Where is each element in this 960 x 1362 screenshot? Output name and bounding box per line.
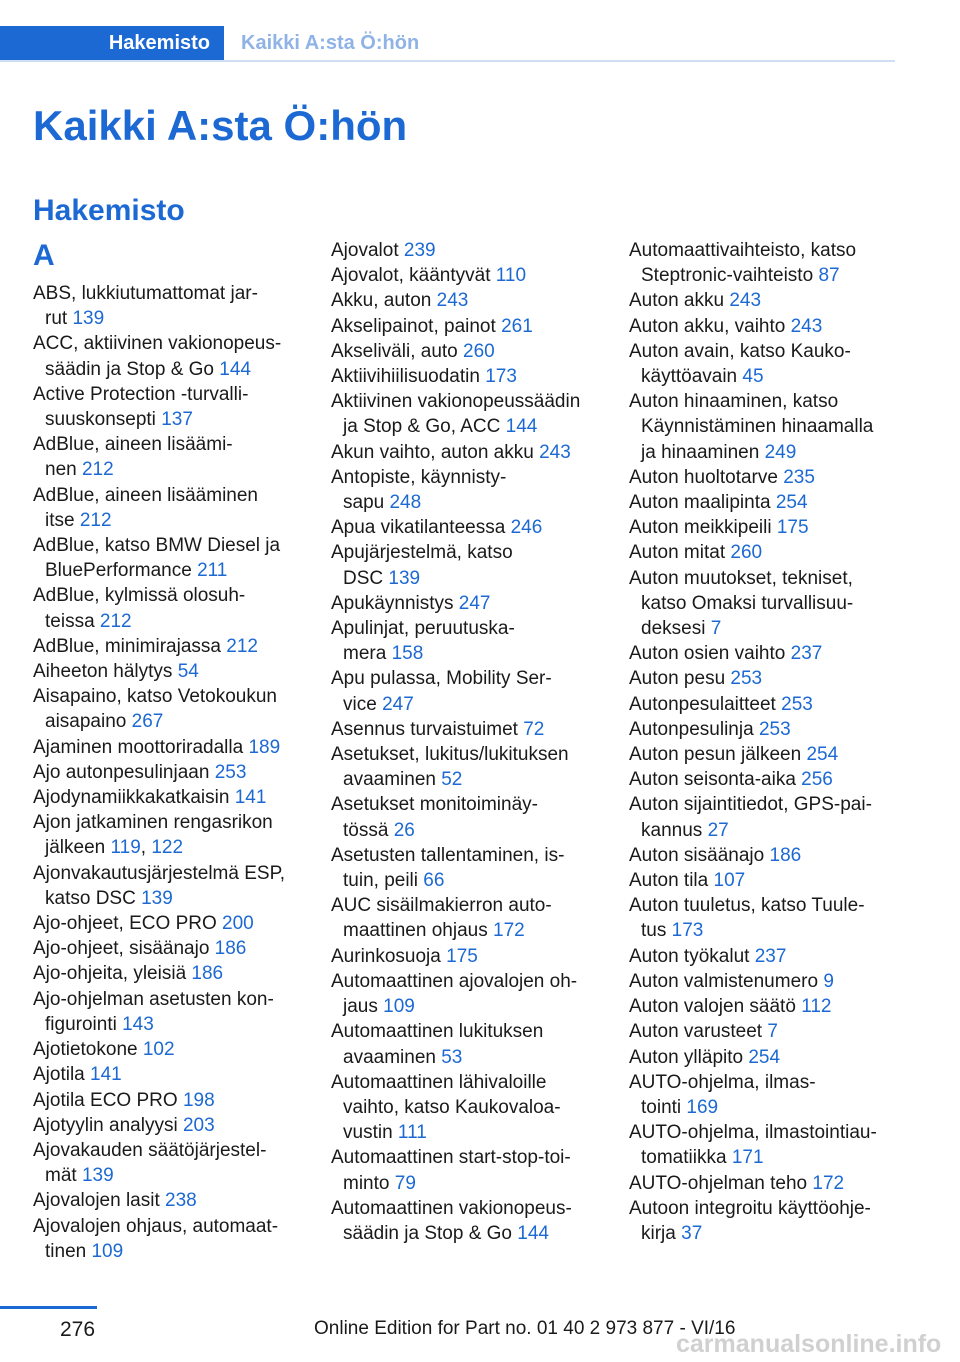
index-entry [331, 1196, 599, 1246]
page-link[interactable]: 144 [517, 1222, 549, 1244]
index-entry [629, 1019, 897, 1044]
entry-text: tuin, peili [343, 870, 418, 892]
index-entry [331, 364, 599, 389]
page-link[interactable]: 27 [707, 819, 729, 841]
entry-text: Ajo-ohjeet, ECO PRO [33, 913, 217, 935]
entry-text: Automaattinen lukituksen [331, 1021, 544, 1043]
index-entry [629, 288, 897, 313]
entry-text: Apulinjat, peruutuska‐ [331, 618, 515, 640]
page-link[interactable]: 175 [776, 517, 809, 539]
index-entry [33, 861, 301, 911]
page-link[interactable]: 211 [197, 560, 228, 582]
page-link[interactable]: 119 [110, 837, 141, 859]
index-entry [629, 692, 897, 717]
entry-text: AUTO-ohjelma, ilmas‐ [629, 1071, 816, 1093]
page-link[interactable]: 253 [214, 761, 247, 783]
page-link[interactable]: 7 [767, 1021, 778, 1043]
entry-text: kirja [641, 1222, 676, 1244]
page-link[interactable]: 9 [823, 970, 834, 992]
entry-text: nen [45, 459, 77, 481]
entry-text: maattinen ohjaus [343, 920, 488, 942]
index-entry [331, 515, 599, 540]
entry-text: Asetukset monitoiminäy‐ [331, 794, 538, 816]
index-entry [331, 717, 599, 742]
page-link[interactable]: 256 [801, 769, 833, 791]
page-link[interactable]: 112 [801, 996, 832, 1018]
index-entry [33, 634, 301, 659]
entry-text: rut [45, 308, 68, 330]
page-link[interactable]: 198 [182, 1089, 215, 1111]
index-entry [331, 591, 599, 616]
page-link[interactable]: 143 [122, 1013, 154, 1035]
entry-text: mät [45, 1165, 77, 1187]
entry-text: Ajo-ohjeet, sisäänajo [33, 938, 210, 960]
entry-text: kannus [641, 819, 703, 841]
entry-text: Auton hinaaminen, katso [629, 391, 839, 413]
entry-text: Ajotietokone [33, 1039, 138, 1061]
index-entry [331, 465, 599, 515]
page-link[interactable]: 237 [754, 945, 787, 967]
index-entry [629, 944, 897, 969]
index-entry [629, 641, 897, 666]
index-entry [33, 1113, 301, 1138]
entry-text: Auton tila [629, 870, 709, 892]
entry-text: Auton muutokset, tekniset, [629, 567, 853, 589]
entry-text: Ajodynamiikkakatkaisin [33, 787, 230, 809]
index-column-3 [629, 238, 897, 1246]
index-entry [629, 1171, 897, 1196]
entry-text: Ajo autonpesulinjaan [33, 761, 210, 783]
entry-text: minto [343, 1172, 390, 1194]
entry-text: sapu [343, 492, 385, 514]
page-link[interactable]: 173 [485, 366, 517, 388]
entry-text: tointi [641, 1096, 682, 1118]
page-link[interactable]: 139 [141, 887, 173, 909]
index-letter: A [33, 239, 55, 272]
page-link[interactable]: 110 [495, 265, 527, 287]
index-entry [629, 1070, 897, 1120]
section-title: Hakemisto [33, 194, 185, 227]
entry-text: Auton avain, katso Kauko‐ [629, 340, 851, 362]
page-link[interactable]: 261 [501, 315, 533, 337]
page-link[interactable]: 171 [731, 1147, 764, 1169]
tab-hakemisto[interactable]: Hakemisto [0, 26, 224, 60]
page-link[interactable]: 137 [161, 409, 193, 431]
index-entry: Ajon jatkaminen rengasrikon jälkeen 119, 122 [33, 812, 273, 859]
entry-text: Ajo-ohjeita, yleisiä [33, 963, 187, 985]
entry-text: Auton sijaintitiedot, GPS-pai‐ [629, 794, 872, 816]
index-entry [331, 616, 599, 666]
edition-text: Online Edition for Part no. 01 40 2 973 877 - VI/16 [314, 1318, 736, 1339]
entry-text: Auton sisäänajo [629, 844, 765, 866]
index-entry [629, 1045, 897, 1070]
index-entry [33, 936, 301, 961]
index-entry [331, 314, 599, 339]
entry-text: AdBlue, katso BMW Diesel ja [33, 535, 281, 557]
entry-text: Automaattinen ajovalojen oh‐ [331, 970, 578, 992]
page-link[interactable]: 200 [222, 913, 254, 935]
index-entry [629, 742, 897, 767]
page-link[interactable]: 87 [818, 265, 840, 287]
entry-text: Ajon jatkaminen rengasrikon [33, 812, 273, 834]
page-link[interactable]: 212 [81, 459, 114, 481]
index-entry [331, 263, 599, 288]
index-entry [629, 843, 897, 868]
entry-text: ja Stop & Go, ACC [343, 416, 501, 438]
index-entry [629, 868, 897, 893]
entry-text: mera [343, 643, 387, 665]
page-link[interactable]: 247 [458, 592, 491, 614]
page-header [0, 26, 895, 62]
index-entry [33, 987, 301, 1037]
index-entry [629, 515, 897, 540]
index-entry [331, 540, 599, 590]
page-link[interactable]: 235 [783, 466, 815, 488]
index-entry [331, 742, 599, 792]
entry-text: Aurinkosuoja [331, 945, 441, 967]
page-link[interactable]: 186 [214, 938, 247, 960]
entry-text: Aiheeton hälytys [33, 661, 173, 683]
entry-text: Auton osien vaihto [629, 643, 786, 665]
index-entry [33, 382, 301, 432]
entry-text: AdBlue, aineen lisäämi‐ [33, 434, 233, 456]
page-link[interactable]: 243 [729, 290, 762, 312]
index-entry [331, 1070, 599, 1146]
index-entry [629, 1196, 897, 1246]
index-entry [331, 944, 599, 969]
entry-text: Autonpesulaitteet [629, 693, 776, 715]
page-link[interactable]: 246 [510, 517, 543, 539]
page-link[interactable]: 172 [493, 920, 525, 942]
page-link[interactable]: 26 [393, 819, 415, 841]
page-link[interactable]: 186 [769, 844, 802, 866]
entry-text: Asetukset, lukitus/lukituksen [331, 744, 569, 766]
entry-text: Aisapaino, katso Vetokoukun [33, 686, 278, 708]
entry-text: Auton akku [629, 290, 725, 312]
entry-text: jaus [343, 996, 378, 1018]
index-entry [629, 238, 897, 288]
page-link[interactable]: 109 [91, 1240, 124, 1262]
entry-text: ACC, aktiivinen vakionopeus‐ [33, 333, 282, 355]
page-title: Kaikki A:sta Ö:hön [33, 102, 408, 149]
page-link[interactable]: 139 [81, 1165, 114, 1187]
entry-text: Ajovalojen ohjaus, automaat‐ [33, 1215, 279, 1237]
entry-text: Asennus turvaistuimet [331, 718, 518, 740]
index-entry [33, 1037, 301, 1062]
entry-text: Ajovalot, kääntyvät [331, 265, 491, 287]
page-link[interactable]: 169 [686, 1096, 719, 1118]
entry-text: tössä [343, 819, 389, 841]
page-link[interactable]: 122 [151, 837, 184, 859]
index-entry [33, 331, 301, 381]
page-link[interactable]: 254 [806, 744, 839, 766]
entry-text: AdBlue, aineen lisääminen [33, 484, 258, 506]
index-entry [629, 389, 897, 465]
index-entry [33, 533, 301, 583]
entry-text: aisapaino [45, 711, 127, 733]
entry-text: säädin ja Stop & Go [45, 358, 214, 380]
entry-text: deksesi [641, 618, 706, 640]
page-link[interactable]: 45 [742, 366, 764, 388]
page-link[interactable]: 172 [812, 1172, 845, 1194]
page-link[interactable]: 7 [710, 618, 722, 640]
entry-text: Auton seisonta-aika [629, 769, 796, 791]
index-entry [629, 666, 897, 691]
entry-text: ABS, lukkiutumattomat jar‐ [33, 283, 258, 304]
index-entry [331, 843, 599, 893]
page-link[interactable]: 243 [436, 290, 469, 312]
entry-text: vaihto, katso Kaukovaloa‐ [343, 1096, 561, 1118]
entry-text: AUTO-ohjelma, ilmastointiau‐ [629, 1122, 877, 1144]
entry-text: Auton maalipinta [629, 492, 771, 514]
page-link[interactable]: 203 [182, 1114, 215, 1136]
entry-text: Ajo-ohjelman asetusten kon‐ [33, 988, 274, 1010]
page-link[interactable]: 144 [219, 358, 251, 380]
page-link[interactable]: 173 [671, 920, 704, 942]
page-link[interactable]: 254 [748, 1046, 781, 1068]
index-entry [33, 684, 301, 734]
header-divider [0, 60, 895, 62]
entry-text: AdBlue, kylmissä olosuh‐ [33, 585, 246, 607]
entry-text: avaaminen [343, 1046, 436, 1068]
breadcrumb[interactable]: Kaikki A:sta Ö:hön [241, 32, 420, 54]
entry-text: käyttöavain [641, 366, 738, 388]
index-entry [33, 735, 301, 760]
page-link[interactable]: 37 [681, 1222, 703, 1244]
entry-text: Ajonvakautusjärjestelmä ESP, [33, 862, 286, 884]
watermark: carmanualsonline.info [676, 1330, 942, 1358]
index-entry [331, 440, 599, 465]
entry-text: Ajovalojen lasit [33, 1190, 160, 1212]
index-entry [629, 994, 897, 1019]
index-entry [629, 465, 897, 490]
index-entry [33, 659, 301, 684]
index-column-2 [331, 238, 599, 1246]
entry-text: Auton työkalut [629, 945, 750, 967]
entry-text: BluePerformance [45, 560, 192, 582]
index-entry [33, 785, 301, 810]
index-entry [629, 717, 897, 742]
entry-text: Auton ylläpito [629, 1046, 744, 1068]
entry-text: AUC sisäilmakierron auto‐ [331, 895, 552, 917]
index-entry [629, 490, 897, 515]
page-link[interactable]: 212 [79, 509, 112, 531]
page-link[interactable]: 144 [505, 416, 538, 438]
page-link[interactable]: 238 [165, 1190, 197, 1212]
page-link[interactable]: 254 [775, 492, 808, 514]
entry-text: Auton pesu [629, 668, 726, 690]
entry-text: Ajotila [33, 1064, 85, 1086]
page-link[interactable]: 243 [790, 315, 823, 337]
entry-text: katso DSC [45, 887, 136, 909]
page-link[interactable]: 72 [523, 718, 545, 740]
page-link[interactable]: 139 [388, 567, 421, 589]
entry-text: suuskonsepti [45, 409, 156, 431]
index-entry [629, 767, 897, 792]
entry-text: Apua vikatilanteessa [331, 517, 506, 539]
entry-text: Automaattivaihteisto, katso [629, 240, 857, 261]
entry-text: Ajotila ECO PRO [33, 1089, 178, 1111]
index-entry [33, 760, 301, 785]
page-link[interactable]: 102 [142, 1039, 175, 1061]
entry-text: Active Protection ‑turvalli‐ [33, 383, 249, 405]
index-entry [629, 566, 897, 642]
entry-text: Ajaminen moottoriradalla [33, 736, 244, 758]
entry-text: Käynnistäminen hinaamalla [641, 416, 874, 438]
entry-text: Apu pulassa, Mobility Ser‐ [331, 668, 552, 690]
index-entry [331, 792, 599, 842]
page-link[interactable]: 260 [730, 542, 763, 564]
page-link[interactable]: 239 [403, 240, 436, 261]
entry-text: Autoon integroitu käyttöohje‐ [629, 1197, 871, 1219]
index-entry [33, 961, 301, 986]
index-entry [33, 432, 301, 482]
entry-text: Auton huoltotarve [629, 466, 778, 488]
index-entry [331, 238, 599, 263]
entry-text: Auton tuuletus, katso Tuule‐ [629, 895, 865, 917]
entry-text: Automaattinen lähivaloille [331, 1071, 547, 1093]
page-link[interactable]: 247 [382, 693, 414, 715]
entry-text: Auton mitat [629, 542, 726, 564]
entry-text: Apujärjestelmä, katso [331, 542, 513, 564]
entry-text: itse [45, 509, 75, 531]
entry-text: tomatiikka [641, 1147, 727, 1169]
entry-text: AUTO-ohjelman teho [629, 1172, 808, 1194]
page-link[interactable]: 111 [397, 1122, 427, 1144]
entry-text: teissa [45, 610, 95, 632]
entry-text: Auton akku, vaihto [629, 315, 786, 337]
page-link[interactable]: 139 [72, 308, 105, 330]
entry-text: säädin ja Stop & Go [343, 1222, 512, 1244]
entry-text: Apukäynnistys [331, 592, 454, 614]
index-entry [331, 389, 599, 439]
entry-text: Akku, auton [331, 290, 432, 312]
entry-text: vustin [343, 1122, 393, 1144]
index-entry [33, 911, 301, 936]
index-entry [33, 1188, 301, 1213]
page-link[interactable]: 243 [539, 441, 571, 463]
index-entry [629, 314, 897, 339]
entry-text: vice [343, 693, 377, 715]
index-entry [33, 281, 301, 331]
footer-accent-bar [0, 1306, 97, 1309]
page-link[interactable]: 66 [423, 870, 445, 892]
page-link[interactable]: 158 [391, 643, 424, 665]
page-link[interactable]: 253 [758, 718, 791, 740]
page-link[interactable]: 52 [441, 769, 463, 791]
page-link[interactable]: 79 [394, 1172, 416, 1194]
page-link[interactable]: 249 [764, 441, 797, 463]
page-link[interactable]: 248 [389, 492, 422, 514]
entry-text: Akseliväli, auto [331, 340, 458, 362]
page-number: 276 [60, 1318, 96, 1341]
entry-text: Auton varusteet [629, 1021, 763, 1043]
index-entry [629, 792, 897, 842]
index-entry [331, 1145, 599, 1195]
index-entry [33, 1062, 301, 1087]
entry-text: avaaminen [343, 769, 436, 791]
page-link[interactable]: 54 [177, 661, 199, 683]
index-entry [331, 288, 599, 313]
page-link[interactable]: 107 [713, 870, 746, 892]
index-entry [331, 1019, 599, 1069]
entry-text: katso Omaksi turvallisuu‐ [641, 592, 854, 614]
entry-text: Ajotyylin analyysi [33, 1114, 178, 1136]
entry-text: AdBlue, minimirajassa [33, 635, 221, 657]
entry-text: Autonpesulinja [629, 718, 754, 740]
page-link[interactable]: 267 [131, 711, 164, 733]
page-link[interactable]: 260 [463, 340, 495, 362]
entry-text: jälkeen [45, 837, 106, 859]
index-entry [33, 1088, 301, 1113]
page-link[interactable]: 175 [446, 945, 478, 967]
index-entry [629, 893, 897, 943]
entry-text: Auton valmistenumero [629, 970, 819, 992]
entry-text: Aktiivinen vakionopeussäädin [331, 391, 581, 413]
index-entry [629, 1120, 897, 1170]
entry-text: tus [641, 920, 667, 942]
index-entry [33, 1138, 301, 1188]
index-entry [629, 969, 897, 994]
entry-text: Steptronic-vaihteisto [641, 265, 814, 287]
index-entry [331, 893, 599, 943]
entry-text: figurointi [45, 1013, 117, 1035]
index-entry [33, 1214, 301, 1264]
page-link[interactable]: 186 [191, 963, 224, 985]
index-entry [33, 583, 301, 633]
page-link[interactable]: 109 [383, 996, 415, 1018]
page-link[interactable]: 237 [790, 643, 823, 665]
entry-text: Automaattinen vakionopeus‐ [331, 1197, 572, 1219]
entry-text: Ajovalot [331, 240, 399, 261]
entry-text: DSC [343, 567, 384, 589]
page-link[interactable]: 141 [90, 1064, 122, 1086]
entry-text: Ajovakauden säätöjärjestel‐ [33, 1139, 267, 1161]
entry-text: Auton meikkipeili [629, 517, 772, 539]
index-entry [331, 666, 599, 716]
page-link[interactable]: 141 [234, 787, 267, 809]
page-link[interactable]: 189 [248, 736, 281, 758]
page-link[interactable]: 53 [441, 1046, 463, 1068]
entry-text: tinen [45, 1240, 87, 1262]
entry-text: Auton valojen säätö [629, 996, 796, 1018]
entry-text: Auton pesun jälkeen [629, 744, 802, 766]
index-entry [629, 339, 897, 389]
index-entry [331, 969, 599, 1019]
entry-text: ja hinaaminen [641, 441, 760, 463]
page-link[interactable]: 253 [781, 693, 813, 715]
index-entry [629, 540, 897, 565]
page-link[interactable]: 253 [730, 668, 763, 690]
entry-text: Aktiivihiilisuodatin [331, 366, 480, 388]
index-entry [331, 339, 599, 364]
entry-text: Antopiste, käynnisty‐ [331, 466, 507, 488]
entry-text: Automaattinen start-stop-toi‐ [331, 1147, 571, 1169]
index-entry [33, 483, 301, 533]
entry-text: Akun vaihto, auton akku [331, 441, 534, 463]
entry-text: Akselipainot, painot [331, 315, 496, 337]
page-link[interactable]: 212 [99, 610, 132, 632]
page-link[interactable]: 212 [226, 635, 258, 657]
entry-text: Asetusten tallentaminen, is‐ [331, 844, 565, 866]
index-column-1 [33, 238, 301, 1264]
